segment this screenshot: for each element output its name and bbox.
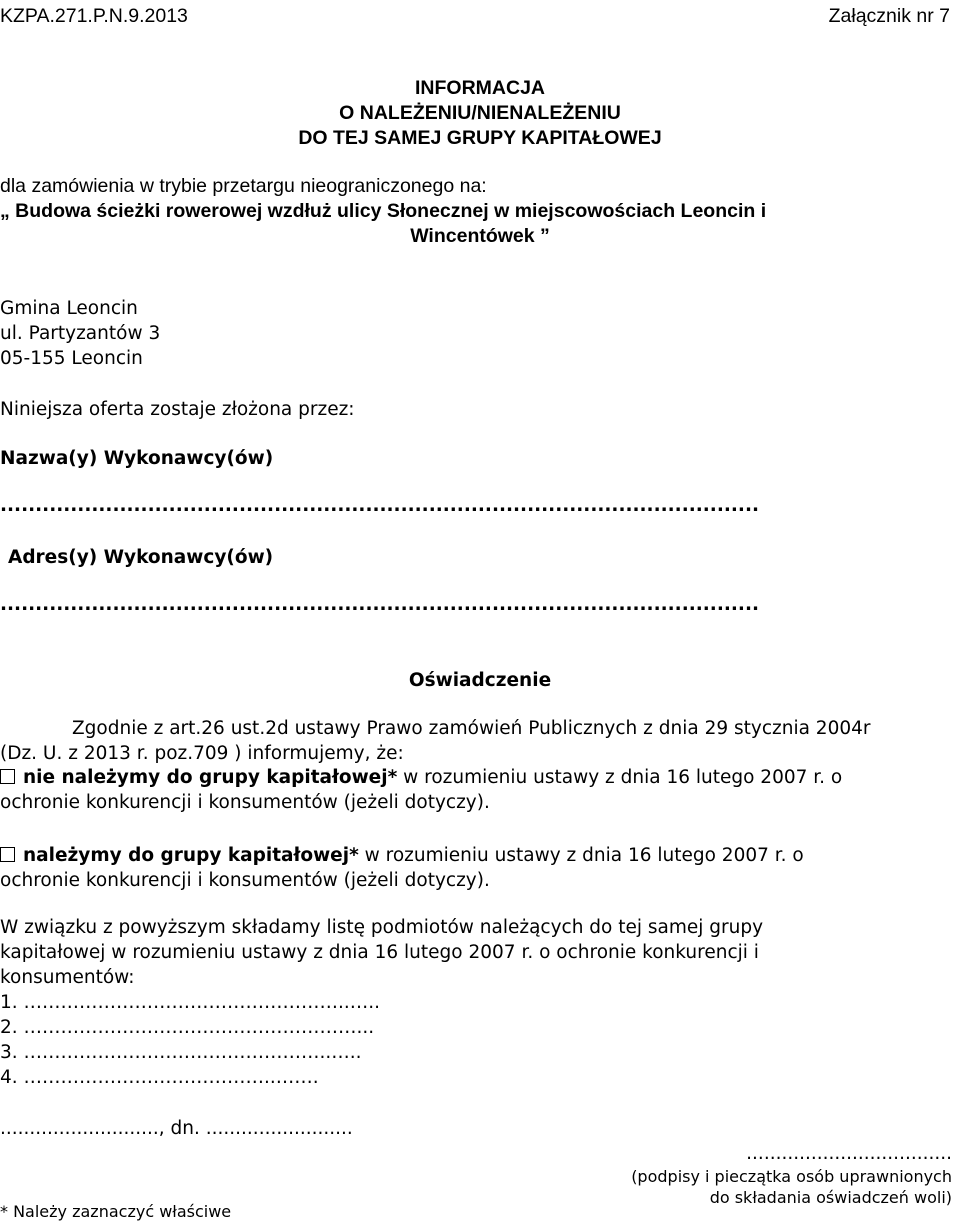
option-member (0, 844, 804, 868)
title-line-2: O NALEŻENIU/NIENALEŻENIU (339, 102, 621, 124)
list-intro-line-2: kapitałowej w rozumieniu ustawy z dnia 16 lutego 2007 r. o ochronie konkurencji i (0, 942, 759, 963)
title-line-1: INFORMACJA (415, 77, 545, 99)
checkbox-member[interactable] (0, 847, 15, 862)
option-member-rest: w rozumieniu ustawy z dnia 16 lutego 2007 r. o (358, 845, 804, 866)
signature-label-line-1: (podpisy i pieczątka osób uprawnionych (631, 1167, 952, 1186)
addressee-city: 05-155 Leoncin (0, 348, 143, 369)
list-item: 2. ………………………………………………... (0, 1017, 375, 1038)
contractor-name-dots: ............................................................................................................ (0, 495, 760, 516)
list-item: 1. ……………………………………………..….. (0, 992, 381, 1013)
list-intro-line-3: konsumentów: (0, 967, 135, 988)
footnote: * Należy zaznaczyć właściwe (0, 1202, 232, 1221)
submitted-by-label: Niniejsza oferta zostaje złożona przez: (0, 399, 355, 420)
option-not-member (0, 766, 842, 790)
title-line-3: DO TEJ SAMEJ GRUPY KAPITAŁOWEJ (298, 127, 662, 149)
subject-name-line-1: „ Budowa ścieżki rowerowej wzdłuż ulicy Słonecznej w miejscowościach Leoncin i (0, 200, 767, 222)
annex-number: Załącznik nr 7 (828, 5, 950, 27)
declaration-line-2: (Dz. U. z 2013 r. poz.709 ) informujemy, że: (0, 743, 404, 764)
contractor-name-label: Nazwa(y) Wykonawcy(ów) (0, 448, 274, 469)
option-not-member-bold: nie należymy do grupy kapitałowej* (23, 767, 398, 788)
list-item: 3. …………………………………………..….. (0, 1042, 362, 1063)
signature-dots: ................................... (746, 1143, 952, 1164)
place-and-date: ..........................., dn. ......................... (0, 1118, 353, 1139)
document-reference: KZPA.271.P.N.9.2013 (0, 5, 188, 27)
option-not-member-line-2: ochronie konkurencji i konsumentów (jeżeli dotyczy). (0, 792, 490, 813)
list-intro-line-1: W związku z powyższym składamy listę podmiotów należących do tej samej grupy (0, 917, 764, 938)
addressee-name: Gmina Leoncin (0, 298, 138, 319)
signature-label-line-2: do składania oświadczeń woli) (709, 1188, 952, 1207)
option-member-bold: należymy do grupy kapitałowej* (23, 845, 359, 866)
subject-name-line-2: Wincentówek ” (410, 225, 550, 247)
contractor-address-dots: ............................................................................................................ (0, 594, 760, 615)
addressee-street: ul. Partyzantów 3 (0, 323, 161, 344)
checkbox-not-member[interactable] (0, 769, 15, 784)
option-not-member-rest: w rozumieniu ustawy z dnia 16 lutego 2007 r. o (397, 767, 843, 788)
option-member-line-2: ochronie konkurencji i konsumentów (jeżeli dotyczy). (0, 870, 490, 891)
contractor-address-label: Adres(y) Wykonawcy(ów) (8, 547, 274, 568)
subject-intro: dla zamówienia w trybie przetargu nieograniczonego na: (0, 175, 487, 197)
declaration-line-1: Zgodnie z art.26 ust.2d ustawy Prawo zamówień Publicznych z dnia 29 stycznia 2004r (72, 718, 871, 739)
list-item: 4. …………………………………..……. (0, 1067, 319, 1088)
declaration-heading: Oświadczenie (408, 670, 552, 691)
